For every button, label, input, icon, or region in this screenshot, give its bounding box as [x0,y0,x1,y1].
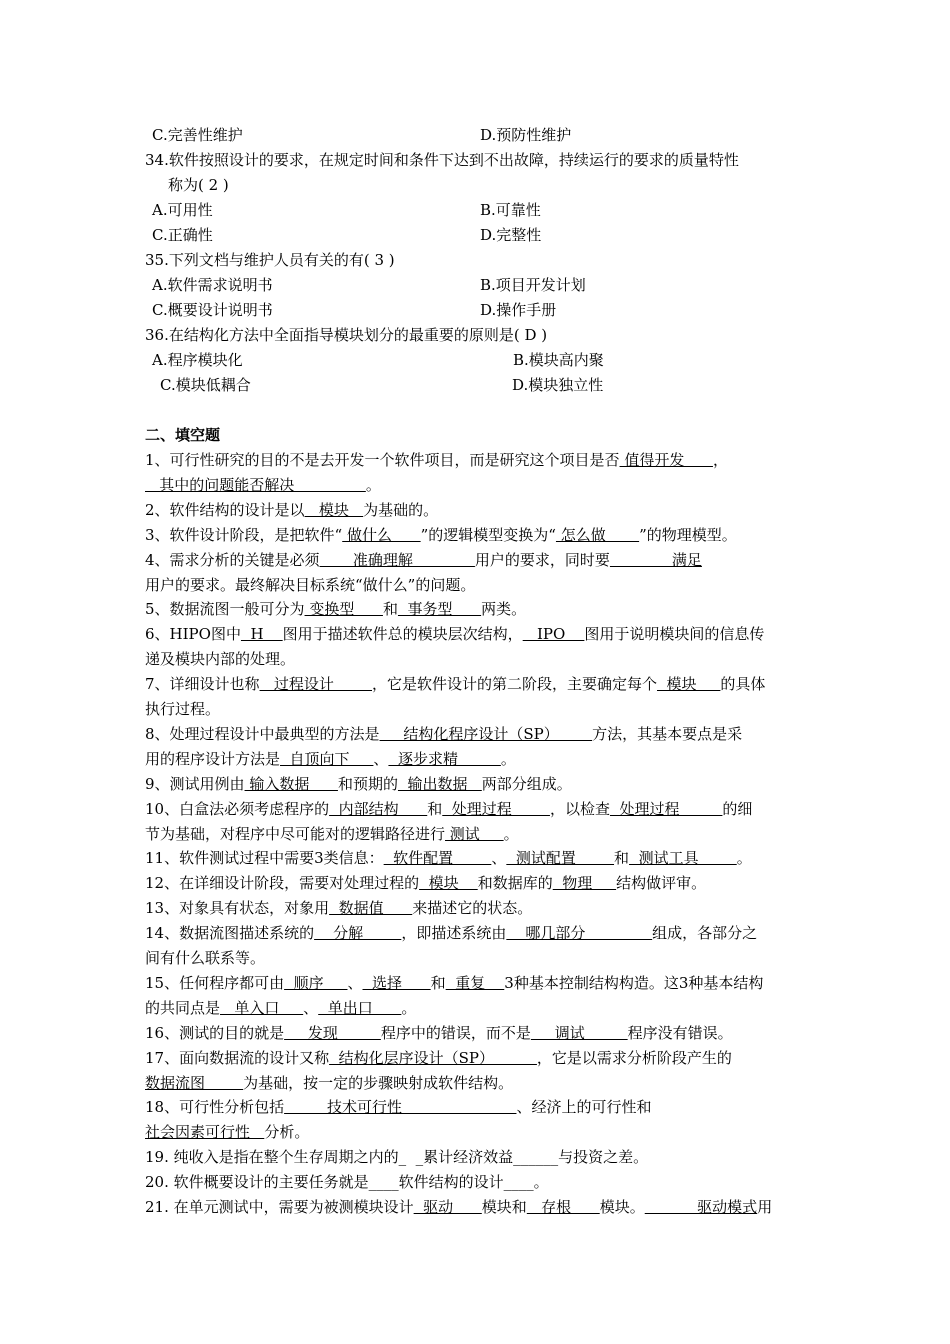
answer-blank: 重复 [445,973,505,992]
fill-line [145,449,728,471]
section-heading: 二、填空题 [145,426,221,444]
question-text: ，即描述系统由 [401,924,507,943]
q34-option-d: D.完整性 [480,226,542,244]
answer-blank: 单出口 [318,998,402,1017]
q34-option-a: A.可用性 [152,201,213,219]
fill-line [145,972,763,994]
fill-line [145,1022,733,1044]
question-text: 7、详细设计也称 [145,675,260,694]
answer-blank: 值得开发 [619,451,713,469]
answer-blank: 测试配置 [506,849,615,868]
question-text: 和预期的 [337,774,398,793]
fill-line [145,823,519,845]
fill-line [145,1072,513,1094]
answer-blank: 逐步求精 [388,749,501,768]
question-text: 和数据库的 [477,874,553,893]
question-text: 两类。 [481,600,527,619]
q34-text-cont: 称为( 2 ) [168,176,229,194]
fill-line [145,698,220,720]
question-text: 13、对象具有状态，对象用 [145,899,330,918]
question-text: 。 [503,824,519,843]
answer-blank: 模块 [419,874,478,893]
q36-option-d: D.模块独立性 [512,376,604,394]
question-text: 和 [382,600,398,619]
question-text: 。 [533,1173,549,1192]
question-text: 节为基础，对程序中尽可能对的逻辑路径进行 [145,824,446,843]
answer-blank: 存根 [526,1198,600,1216]
question-text: 为基础的。 [363,500,439,519]
answer-blank: 技术可行性 [284,1098,517,1117]
question-text: 。 [365,475,381,494]
question-text: 与投资之差。 [558,1148,649,1167]
question-text: 分析。 [264,1123,310,1142]
question-text: 、经济上的可行性和 [516,1098,652,1117]
q33-option-c: C.完善性维护 [152,126,243,144]
question-text: 结构做评审。 [616,874,707,893]
answer-blank: 做什么 [342,525,421,544]
fill-line [145,947,265,969]
question-text: 1、可行性研究的目的不是去开发一个软件项目，而是研究这个项目是否 [145,451,620,469]
question-text: 程序中的错误，而不是 [380,1023,531,1042]
answer-blank: 准确理解 [319,550,475,569]
question-text: 6、HIPO图中 [145,625,241,644]
question-text: 14、数据流图描述系统的 [145,924,315,943]
q36-option-a: A.程序模块化 [152,351,243,369]
fill-line [145,524,737,546]
fill-line [145,499,438,521]
answer-blank: 输入数据 [244,774,338,793]
q34-option-b: B.可靠性 [480,201,541,219]
question-text: 12、在详细设计阶段，需要对处理过程的 [145,874,420,893]
question-text: _ _累计经济效益______ [398,1148,559,1167]
answer-blank: 单入口 [220,998,304,1017]
fill-line [145,673,765,695]
answer-blank: 过程设计 [259,675,372,694]
question-text: 。 [401,998,417,1017]
question-text: 用户的要求。最终解决目标系统“做什么”的问题。 [145,575,476,594]
question-text: 两部分组成。 [481,774,572,793]
q34-option-c: C.正确性 [152,226,213,244]
answer-blank: 结构化层序设计（SP） [329,1048,537,1067]
answer-blank: 模块 [304,500,364,519]
question-text: 3种基本控制结构构造。这3种基本结构 [504,973,764,992]
question-text: 20. 软件概要设计的主要任务就是 [145,1173,369,1192]
question-text: 10、白盒法必须考虑程序的 [145,799,330,818]
answer-blank: 发现 [284,1023,381,1042]
question-text: 、 [303,998,319,1017]
fill-line [145,872,706,894]
question-text: 、 [491,849,507,868]
fill-line [145,723,742,745]
q34-text: 34.软件按照设计的要求，在规定时间和条件下达到不出故障，持续运行的要求的质量特性 [145,151,739,169]
question-text: ”的逻辑模型变换为“ [420,525,556,544]
question-text: ，以检查 [549,799,610,818]
question-text: 用户的要求，同时要 [474,550,610,569]
question-text: 8、处理过程设计中最典型的方法是 [145,724,380,743]
answer-blank: 数据流图 [145,1073,244,1092]
question-text: 图用于说明模块间的信息传 [584,625,765,644]
q35-option-a: A.软件需求说明书 [152,276,273,294]
fill-line [145,1146,648,1168]
question-text: 的细 [722,799,753,818]
answer-blank: 处理过程 [442,799,550,818]
fill-line [145,773,572,795]
question-text: 17、面向数据流的设计又称 [145,1048,330,1067]
q36-option-b: B.模块高内聚 [513,351,604,369]
fill-line [145,623,764,645]
answer-blank: 怎么做 [555,525,640,544]
question-text: 16、测试的目的就是 [145,1023,285,1042]
answer-blank: 变换型 [304,600,383,619]
question-text: 21. 在单元测试中，需要为被测模块设计 [145,1198,414,1216]
q36-text: 36.在结构化方法中全面指导模块划分的最重要的原则是( D ) [145,326,548,344]
answer-blank: H [240,625,283,644]
question-text: 方法，其基本要点是采 [592,724,743,743]
question-text: 9、测试用例由 [145,774,245,793]
answer-blank: 哪几部分 [506,924,653,943]
fill-line [145,1096,651,1118]
fill-line [145,748,516,770]
answer-blank: 测试工具 [629,849,737,868]
question-text: 用 [757,1198,773,1216]
question-text: ，它是软件设计的第二阶段，主要确定每个 [372,675,658,694]
fill-line [145,922,757,944]
answer-blank: 满足 [609,550,702,569]
fill-line [145,474,381,496]
answer-blank: 内部结构 [329,799,428,818]
q33-option-d: D.预防性维护 [480,126,572,144]
question-text: 、 [347,973,363,992]
fill-line [145,549,702,571]
answer-blank: 其中的问题能否解决 [145,475,366,494]
q35-option-b: B.项目开发计划 [480,276,586,294]
answer-blank: 结构化程序设计（SP） [379,724,593,743]
question-text: 组成，各部分之 [652,924,758,943]
answer-blank: 软件配置 [383,849,492,868]
q35-option-d: D.操作手册 [480,301,557,319]
answer-blank: 测试 [445,824,504,843]
question-text: 模块。 [599,1198,645,1216]
question-text: 程序没有错误。 [627,1023,733,1042]
question-text: 11、软件测试过程中需要3类信息： [145,849,384,868]
answer-blank: 顺序 [284,973,348,992]
fill-line [145,1171,549,1193]
fill-line [145,1121,309,1143]
question-text: 和 [430,973,446,992]
fill-line [145,897,532,919]
fill-line [145,574,475,596]
question-text: 15、任何程序都可由 [145,973,285,992]
question-text: 和 [614,849,630,868]
question-text: 间有什么联系等。 [145,949,266,967]
question-text: 5、数据流图一般可分为 [145,600,305,619]
answer-blank: 物理 [552,874,617,893]
answer-blank: 社会因素可行性 [145,1123,265,1142]
fill-line [145,1047,732,1069]
question-text: ， [712,451,728,469]
answer-blank: 自顶向下 [280,749,374,768]
answer-blank: 模块 [657,675,721,694]
answer-blank: IPO [522,625,585,644]
q36-option-c: C.模块低耦合 [160,376,251,394]
fill-line [145,798,752,820]
question-text: 18、可行性分析包括 [145,1098,285,1117]
answer-blank: 分解 [314,924,402,943]
question-text: 。 [736,849,752,868]
question-text: 用的程序设计方法是 [145,749,281,768]
q35-text: 35.下列文档与维护人员有关的有( 3 ) [145,251,395,269]
question-text: 4、需求分析的关键是必须 [145,550,320,569]
question-text: 2、软件结构的设计是以 [145,500,305,519]
question-text: 的具体 [720,675,766,694]
question-text: 3、软件设计阶段，是把软件“ [145,525,343,544]
answer-blank: 输出数据 [397,774,482,793]
question-text: 图用于描述软件总的模块层次结构， [282,625,523,644]
question-text: 的共同点是 [145,998,221,1017]
question-text: 19. 纯收入是指在整个生存周期之内的 [145,1148,399,1167]
question-text: 模块和 [481,1198,527,1216]
answer-blank: 处理过程 [609,799,723,818]
question-text: ”的物理模型。 [639,525,737,544]
question-text: 和 [427,799,443,818]
fill-line [145,847,752,869]
fill-line [145,648,295,670]
question-text: 执行过程。 [145,700,221,718]
question-text: ，它是以需求分析阶段产生的 [536,1048,732,1067]
fill-line [145,997,416,1019]
question-text: 来描述它的状态。 [412,899,533,918]
q35-option-c: C.概要设计说明书 [152,301,273,319]
fill-line [145,598,526,620]
answer-blank: 事务型 [397,600,482,619]
answer-blank: 驱动 [413,1198,482,1216]
question-text: 递及模块内部的处理。 [145,650,296,669]
answer-blank: 选择 [362,973,431,992]
question-text: 为基础，按一定的步骤映射成软件结构。 [243,1073,514,1092]
answer-blank: 驱动模式 [644,1198,758,1216]
answer-blank: 调试 [530,1023,628,1042]
question-text: 、 [373,749,389,768]
question-text: ____软件结构的设计____ [368,1173,534,1192]
question-text: 。 [500,749,516,768]
fill-line [145,1196,772,1218]
answer-blank: 数据值 [329,899,413,918]
